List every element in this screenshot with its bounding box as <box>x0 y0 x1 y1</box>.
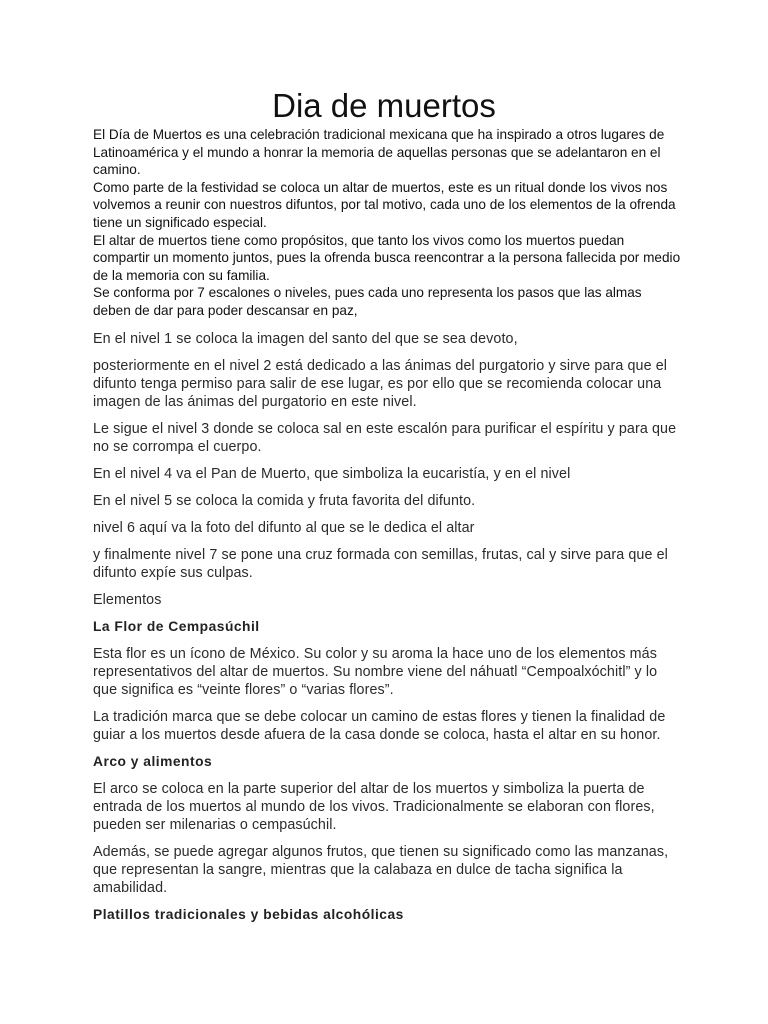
level-paragraph: En el nivel 1 se coloca la imagen del santo del que se sea devoto, <box>93 331 518 347</box>
arco-heading: Arco y alimentos <box>93 754 213 769</box>
level-paragraph: nivel 6 aquí va la foto del difunto al que se le dedica el altar <box>93 520 475 536</box>
arco-paragraph: Además, se puede agregar algunos frutos, que tienen su significado como las manzanas, que representan la sangre, mientras que la calabaza en dulce de tacha significa la amabilidad. <box>93 844 669 896</box>
level-paragraph: En el nivel 4 va el Pan de Muerto, que simboliza la eucaristía, y en el nivel <box>93 466 571 482</box>
flor-paragraph: Esta flor es un ícono de México. Su color y su aroma la hace uno de los elementos más representativos del altar de muertos. Su nombre viene del náhuatl “Cempoalxóchitl” y lo que significa es “veinte flores” o “varias flores”. <box>93 646 658 698</box>
platillos-heading: Platillos tradicionales y bebidas alcohólicas <box>93 907 404 922</box>
intro-paragraph: El altar de muertos tiene como propósitos, que tanto los vivos como los muertos puedan compartir un momento juntos, pues la ofrenda busca reencontrar a la persona fallecida por medio de la memoria con su familia. <box>93 232 681 283</box>
flor-paragraph: La tradición marca que se debe colocar un camino de estas flores y tienen la finalidad de guiar a los muertos desde afuera de la casa donde se coloca, hasta el altar en su honor. <box>93 709 666 743</box>
intro-paragraph: Como parte de la festividad se coloca un altar de muertos, este es un ritual donde los vivos nos volvemos a reunir con nuestros difuntos, por tal motivo, cada uno de los elementos de la ofrenda tiene un significado especial. <box>93 179 676 230</box>
level-paragraph: y finalmente nivel 7 se pone una cruz formada con semillas, frutas, cal y sirve para que el difunto expíe sus culpas. <box>93 547 668 581</box>
elements-label: Elementos <box>93 592 162 608</box>
level-paragraph: posteriormente en el nivel 2 está dedicado a las ánimas del purgatorio y sirve para que el difunto tenga permiso para salir de ese lugar, es por ello que se recomienda colocar una imagen de las ánimas del purgatorio en este nivel. <box>93 358 668 410</box>
intro-section <box>93 126 683 320</box>
intro-paragraph: Se conforma por 7 escalones o niveles, pues cada uno representa los pasos que las almas deben de dar para poder descansar en paz, <box>93 285 642 318</box>
level-paragraph: En el nivel 5 se coloca la comida y fruta favorita del difunto. <box>93 493 476 509</box>
intro-paragraph: El Día de Muertos es una celebración tradicional mexicana que ha inspirado a otros lugares de Latinoamérica y el mundo a honrar la memoria de aquellas personas que se adelantaron en el camino. <box>93 127 665 178</box>
arco-paragraph: El arco se coloca en la parte superior del altar de los muertos y simboliza la puerta de entrada de los muertos al mundo de los vivos. Tradicionalmente se elaboran con flores, pueden ser milenarias o cempasúchil. <box>93 781 655 833</box>
level-paragraph: Le sigue el nivel 3 donde se coloca sal en este escalón para purificar el espíritu y para que no se corrompa el cuerpo. <box>93 421 677 455</box>
flor-heading: La Flor de Cempasúchil <box>93 619 260 634</box>
document-title: Dia de muertos <box>272 87 496 124</box>
body-section <box>93 330 683 933</box>
